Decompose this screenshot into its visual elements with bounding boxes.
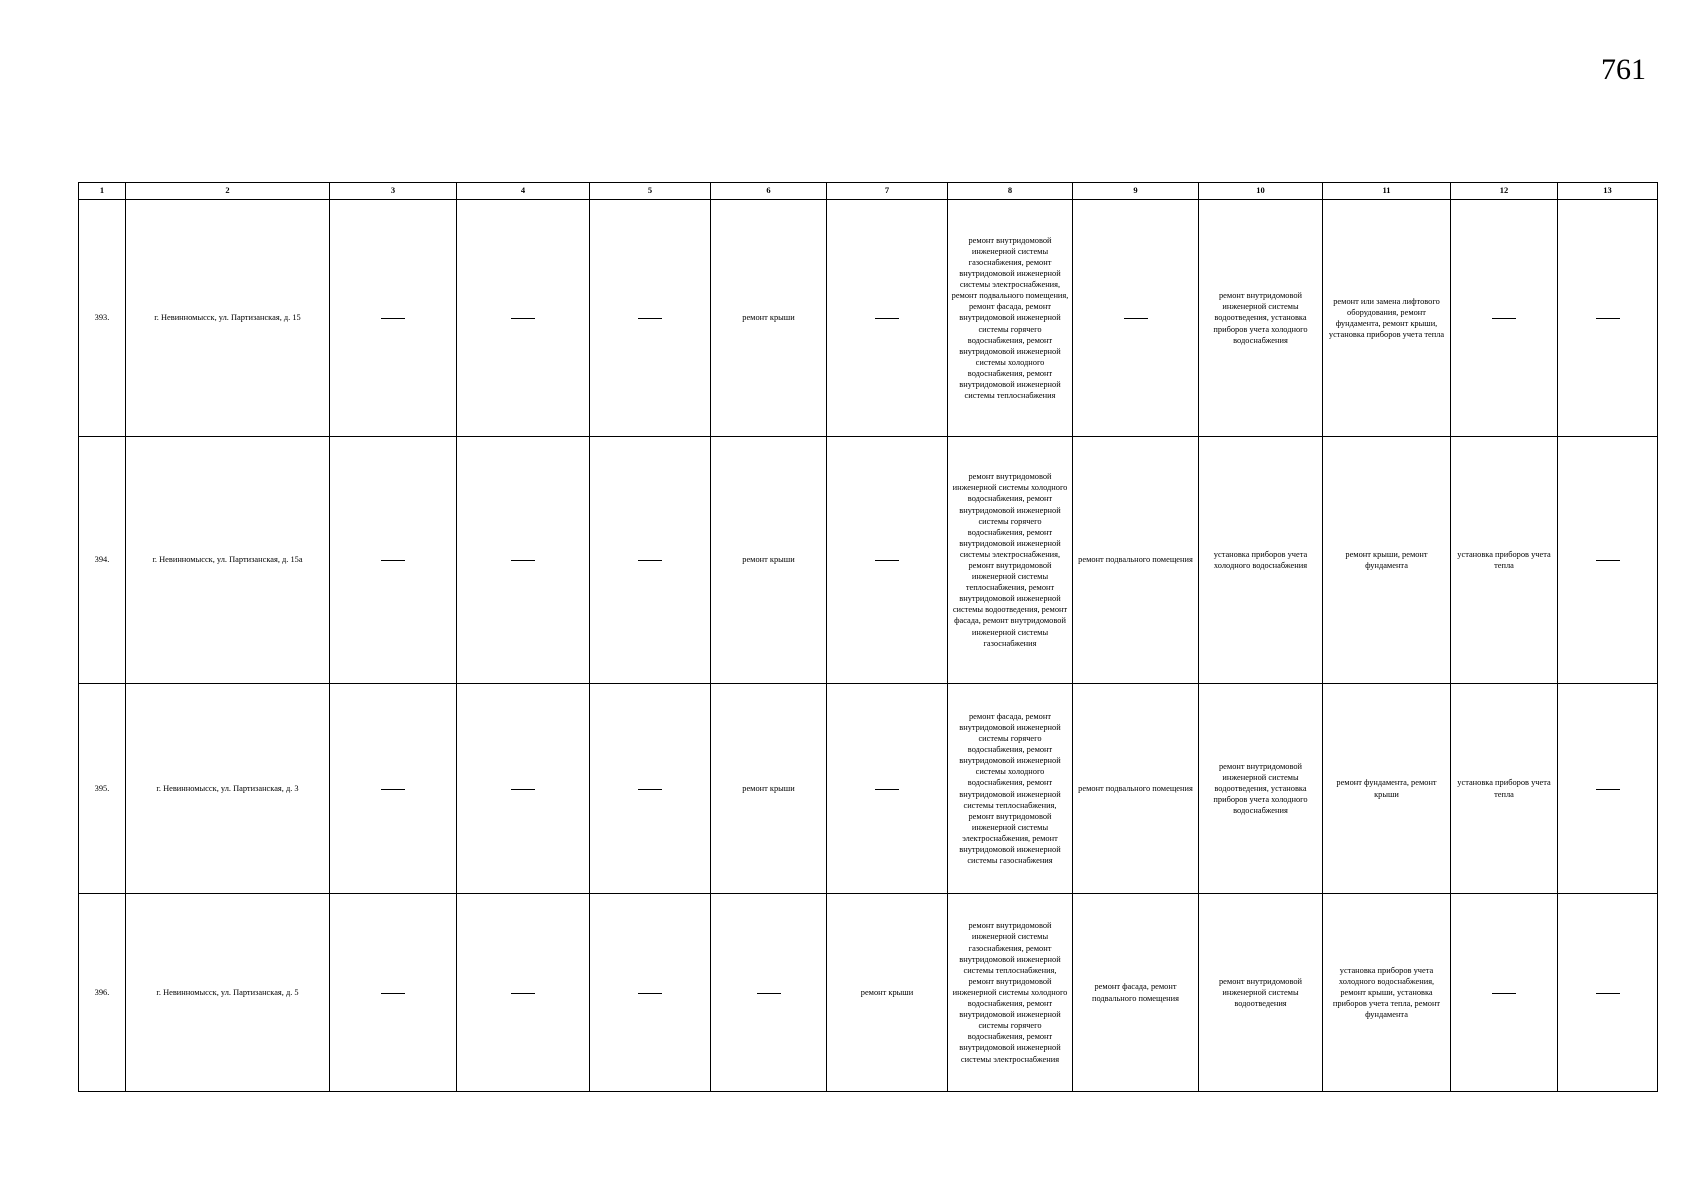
work-cell: ремонт внутридомовой инженерной системы водоотведения [1199, 894, 1323, 1092]
dash-mark [638, 789, 662, 790]
work-cell: ремонт внутридомовой инженерной системы газоснабжения, ремонт внутридомовой инженерной системы теплоснабжения, ремонт внутридомовой инженерной системы холодного водоснабжения, ремонт внутридомовой инженерной системы горячего водоснабжения, ремонт внутридомовой инженерной системы электроснабжения [948, 894, 1073, 1092]
column-number: 2 [126, 183, 330, 200]
work-cell: ремонт подвального помещения [1073, 437, 1199, 684]
capital-repair-table [78, 182, 1658, 1092]
work-cell: установка приборов учета холодного водоснабжения [1199, 437, 1323, 684]
empty-cell [711, 894, 827, 1092]
column-number: 4 [457, 183, 590, 200]
dash-mark [638, 318, 662, 319]
work-cell: ремонт фасада, ремонт внутридомовой инженерной системы горячего водоснабжения, ремонт внутридомовой инженерной системы холодного водоснабжения, ремонт внутридомовой инженерной системы теплоснабжения, ремонт внутридомовой инженерной системы электроснабжения, ремонт внутридомовой инженерной системы газоснабжения [948, 684, 1073, 894]
empty-cell [1073, 200, 1199, 437]
work-cell: ремонт подвального помещения [1073, 684, 1199, 894]
dash-mark [1492, 318, 1516, 319]
dash-mark [1492, 993, 1516, 994]
work-cell: установка приборов учета холодного водоснабжения, ремонт крыши, установка приборов учета тепла, ремонт фундамента [1323, 894, 1451, 1092]
empty-cell [330, 894, 457, 1092]
work-cell: ремонт крыши [711, 200, 827, 437]
empty-cell [590, 894, 711, 1092]
column-number-row [79, 183, 1658, 200]
dash-mark [511, 993, 535, 994]
row-number: 394. [79, 437, 126, 684]
work-cell: установка приборов учета тепла [1451, 684, 1558, 894]
dash-mark [1596, 560, 1620, 561]
table-row [79, 894, 1658, 1092]
empty-cell [1558, 894, 1658, 1092]
empty-cell [827, 684, 948, 894]
dash-mark [381, 789, 405, 790]
column-number: 6 [711, 183, 827, 200]
column-number: 7 [827, 183, 948, 200]
work-cell: ремонт внутридомовой инженерной системы водоотведения, установка приборов учета холодного водоснабжения [1199, 200, 1323, 437]
column-number: 13 [1558, 183, 1658, 200]
column-number: 5 [590, 183, 711, 200]
dash-mark [757, 993, 781, 994]
dash-mark [381, 993, 405, 994]
work-cell: ремонт крыши [711, 437, 827, 684]
column-number: 9 [1073, 183, 1199, 200]
table-row [79, 200, 1658, 437]
dash-mark [381, 318, 405, 319]
column-number: 8 [948, 183, 1073, 200]
dash-mark [875, 318, 899, 319]
empty-cell [457, 684, 590, 894]
column-number: 12 [1451, 183, 1558, 200]
row-number: 393. [79, 200, 126, 437]
dash-mark [638, 560, 662, 561]
address-cell: г. Невинномысск, ул. Партизанская, д. 3 [126, 684, 330, 894]
work-cell: ремонт внутридомовой инженерной системы холодного водоснабжения, ремонт внутридомовой инженерной системы горячего водоснабжения, ремонт внутридомовой инженерной системы электроснабжения, ремонт внутридомовой инженерной системы теплоснабжения, ремонт внутридомовой инженерной системы водоотведения, ремонт фасада, ремонт внутридомовой инженерной системы газоснабжения [948, 437, 1073, 684]
empty-cell [1558, 684, 1658, 894]
column-number: 10 [1199, 183, 1323, 200]
dash-mark [638, 993, 662, 994]
dash-mark [511, 789, 535, 790]
row-number: 396. [79, 894, 126, 1092]
dash-mark [511, 318, 535, 319]
work-cell: ремонт внутридомовой инженерной системы газоснабжения, ремонт внутридомовой инженерной системы электроснабжения, ремонт подвального помещения, ремонт фасада, ремонт внутридомовой инженерной системы горячего водоснабжения, ремонт внутридомовой инженерной системы холодного водоснабжения, ремонт внутридомовой инженерной системы теплоснабжения [948, 200, 1073, 437]
column-number: 1 [79, 183, 126, 200]
table-row [79, 684, 1658, 894]
empty-cell [330, 437, 457, 684]
address-cell: г. Невинномысск, ул. Партизанская, д. 15 [126, 200, 330, 437]
table-row [79, 437, 1658, 684]
empty-cell [457, 200, 590, 437]
work-cell: ремонт фундамента, ремонт крыши [1323, 684, 1451, 894]
dash-mark [1596, 789, 1620, 790]
empty-cell [827, 437, 948, 684]
work-cell: ремонт крыши, ремонт фундамента [1323, 437, 1451, 684]
work-cell: установка приборов учета тепла [1451, 437, 1558, 684]
dash-mark [511, 560, 535, 561]
dash-mark [381, 560, 405, 561]
empty-cell [457, 437, 590, 684]
empty-cell [1558, 200, 1658, 437]
dash-mark [1124, 318, 1148, 319]
dash-mark [1596, 993, 1620, 994]
empty-cell [457, 894, 590, 1092]
work-cell: ремонт фасада, ремонт подвального помещения [1073, 894, 1199, 1092]
dash-mark [875, 789, 899, 790]
page-number: 761 [1601, 53, 1646, 86]
empty-cell [1451, 894, 1558, 1092]
work-cell: ремонт внутридомовой инженерной системы водоотведения, установка приборов учета холодного водоснабжения [1199, 684, 1323, 894]
dash-mark [1596, 318, 1620, 319]
empty-cell [1451, 200, 1558, 437]
row-number: 395. [79, 684, 126, 894]
empty-cell [590, 684, 711, 894]
dash-mark [875, 560, 899, 561]
empty-cell [827, 200, 948, 437]
work-cell: ремонт или замена лифтового оборудования, ремонт фундамента, ремонт крыши, установка приборов учета тепла [1323, 200, 1451, 437]
empty-cell [590, 200, 711, 437]
address-cell: г. Невинномысск, ул. Партизанская, д. 15а [126, 437, 330, 684]
column-number: 11 [1323, 183, 1451, 200]
work-cell: ремонт крыши [827, 894, 948, 1092]
empty-cell [590, 437, 711, 684]
empty-cell [330, 200, 457, 437]
column-number: 3 [330, 183, 457, 200]
empty-cell [330, 684, 457, 894]
address-cell: г. Невинномысск, ул. Партизанская, д. 5 [126, 894, 330, 1092]
empty-cell [1558, 437, 1658, 684]
work-cell: ремонт крыши [711, 684, 827, 894]
